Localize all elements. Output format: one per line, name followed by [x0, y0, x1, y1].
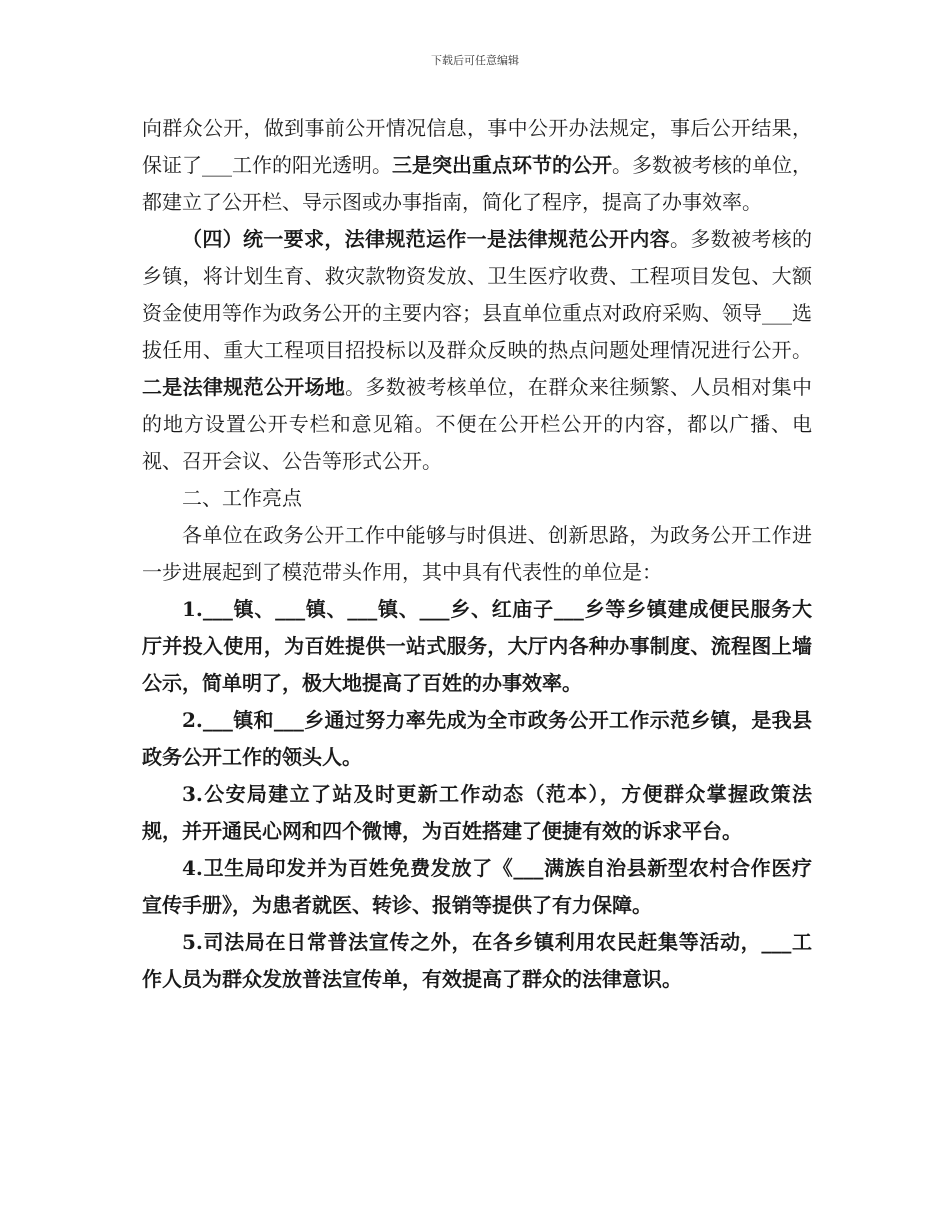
paragraph-1 [142, 110, 812, 221]
paragraph-2-tail: 。多数被考核单位，在群众来往频繁、人员相对集中的地方设置公开专栏和意见箱。不便在公开栏公开的内容，都以广播、电视、召开会议、公告等形式公开。 [142, 375, 812, 473]
paragraph-1-tail: 。多数被考核的单位，都建立了公开栏、导示图或办事指南，简化了程序，提高了办事效率。 [142, 153, 812, 214]
highlight-item-1: 1.___镇、___镇、___镇、___乡、红庙子___乡等乡镇建成便民服务大厅并投入使用，为百姓提供一站式服务，大厅内各种办事制度、流程图上墙公示，简单明了，极大地提高了百姓的办事效率。 [142, 597, 812, 695]
paragraph-1-text: 向群众公开，做到事前公开情况信息，事中公开办法规定，事后公开结果，保证了___工作的阳光透明。 [142, 116, 812, 177]
page-header-note: 下载后可任意编辑 [431, 54, 519, 67]
paragraph-1-emphasis: 三是突出重点环节的公开 [392, 153, 612, 177]
paragraph-2-text: 。多数被考核的乡镇，将计划生育、救灾款物资发放、卫生医疗收费、工程项目发包、大额资金使用等作为政务公开的主要内容；县直单位重点对政府采购、领导___选拔任用、重大工程项目招投标以及群众反映的热点问题处理情况进行公开。 [142, 227, 813, 362]
document-body [142, 110, 812, 998]
paragraph-2 [142, 221, 812, 480]
paragraph-3: 各单位在政务公开工作中能够与时俱进、创新思路，为政务公开工作进一步进展起到了模范带头作用，其中具有代表性的单位是： [142, 523, 812, 584]
highlight-item-3: 3.公安局建立了站及时更新工作动态（范本），方便群众掌握政策法规，并开通民心网和四个微博，为百姓搭建了便捷有效的诉求平台。 [142, 782, 812, 843]
paragraph-2-emphasis: 二是法律规范公开场地 [142, 375, 346, 399]
highlight-item-2: 2.___镇和___乡通过努力率先成为全市政务公开工作示范乡镇，是我县政务公开工作的领头人。 [142, 708, 812, 769]
highlight-item-5: 5.司法局在日常普法宣传之外，在各乡镇利用农民赶集等活动，___工作人员为群众发放普法宣传单，有效提高了群众的法律意识。 [142, 930, 812, 991]
section-4-heading: （四）统一要求，法律规范运作一是法律规范公开内容 [182, 227, 670, 251]
section-2-heading: 二、工作亮点 [182, 486, 302, 510]
highlight-item-4: 4.卫生局印发并为百姓免费发放了《___满族自治县新型农村合作医疗宣传手册》，为患者就医、转诊、报销等提供了有力保障。 [142, 856, 812, 917]
